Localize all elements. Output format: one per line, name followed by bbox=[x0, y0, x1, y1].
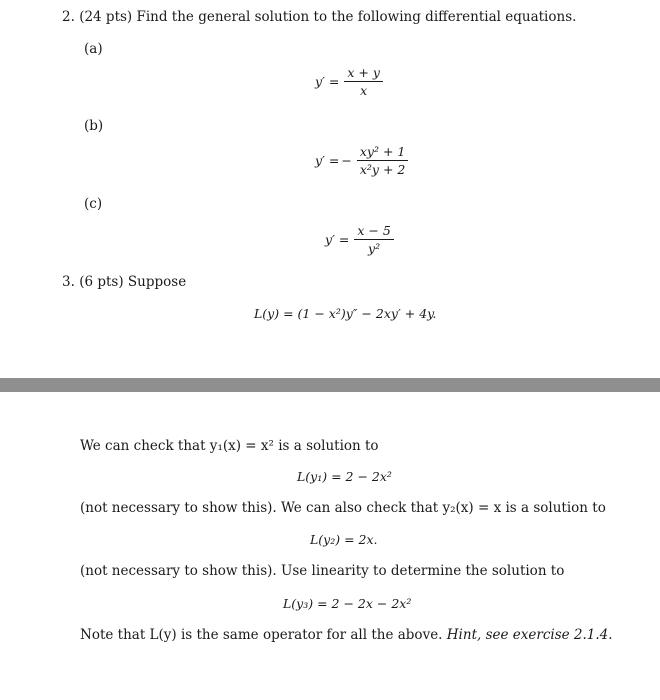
equation-a-numerator: x + y bbox=[344, 65, 383, 82]
equation-a bbox=[315, 65, 383, 98]
problem-3-points: (6 pts) bbox=[79, 274, 124, 290]
equation-b-fraction bbox=[357, 144, 409, 177]
equation-c-denominator: y² bbox=[368, 241, 381, 256]
problem-3-operator: L(y) = (1 − x²)y″ − 2xy′ + 4y. bbox=[254, 306, 437, 321]
equation-a-lhs: y′ = bbox=[315, 74, 340, 89]
problem-2-number: 2. bbox=[62, 9, 75, 25]
equation-b-numerator: xy² + 1 bbox=[357, 144, 409, 161]
section-divider bbox=[0, 378, 660, 392]
problem-3-number: 3. bbox=[62, 274, 75, 290]
solution-equation-2: L(y₂) = 2x. bbox=[310, 532, 378, 547]
equation-b-denominator: x²y + 2 bbox=[359, 162, 406, 177]
part-b-label: (b) bbox=[84, 118, 104, 134]
equation-b-sign: − bbox=[341, 153, 352, 168]
problem-2-statement: Find the general solution to the following differential equations. bbox=[136, 9, 577, 25]
solution-note bbox=[80, 627, 613, 643]
part-c-label: (c) bbox=[84, 196, 103, 212]
solution-equation-1: L(y₁) = 2 − 2x² bbox=[297, 469, 392, 484]
solution-line-3: (not necessary to show this). Use linearity to determine the solution to bbox=[80, 563, 565, 579]
solution-equation-3: L(y₃) = 2 − 2x − 2x² bbox=[283, 596, 412, 611]
equation-a-fraction bbox=[344, 65, 383, 98]
solution-line-2: (not necessary to show this). We can also check that y₂(x) = x is a solution to bbox=[80, 500, 606, 516]
equation-b bbox=[315, 144, 408, 177]
equation-a-denominator: x bbox=[360, 83, 368, 98]
solution-hint: Hint, see exercise 2.1.4. bbox=[446, 627, 613, 643]
problem-2-points: (24 pts) bbox=[79, 9, 133, 25]
solution-note-text: Note that L(y) is the same operator for all the above. bbox=[80, 627, 443, 643]
problem-2-header bbox=[62, 9, 576, 25]
equation-c-fraction bbox=[354, 223, 393, 256]
equation-c-numerator: x − 5 bbox=[354, 223, 393, 240]
equation-b-lhs: y′ = bbox=[315, 153, 340, 168]
solution-line-1: We can check that y₁(x) = x² is a solution to bbox=[80, 438, 379, 454]
problem-3-statement: Suppose bbox=[127, 274, 187, 290]
problem-3-header bbox=[62, 274, 186, 290]
equation-c bbox=[325, 223, 394, 256]
equation-c-lhs: y′ = bbox=[325, 232, 350, 247]
part-a-label: (a) bbox=[84, 41, 103, 57]
